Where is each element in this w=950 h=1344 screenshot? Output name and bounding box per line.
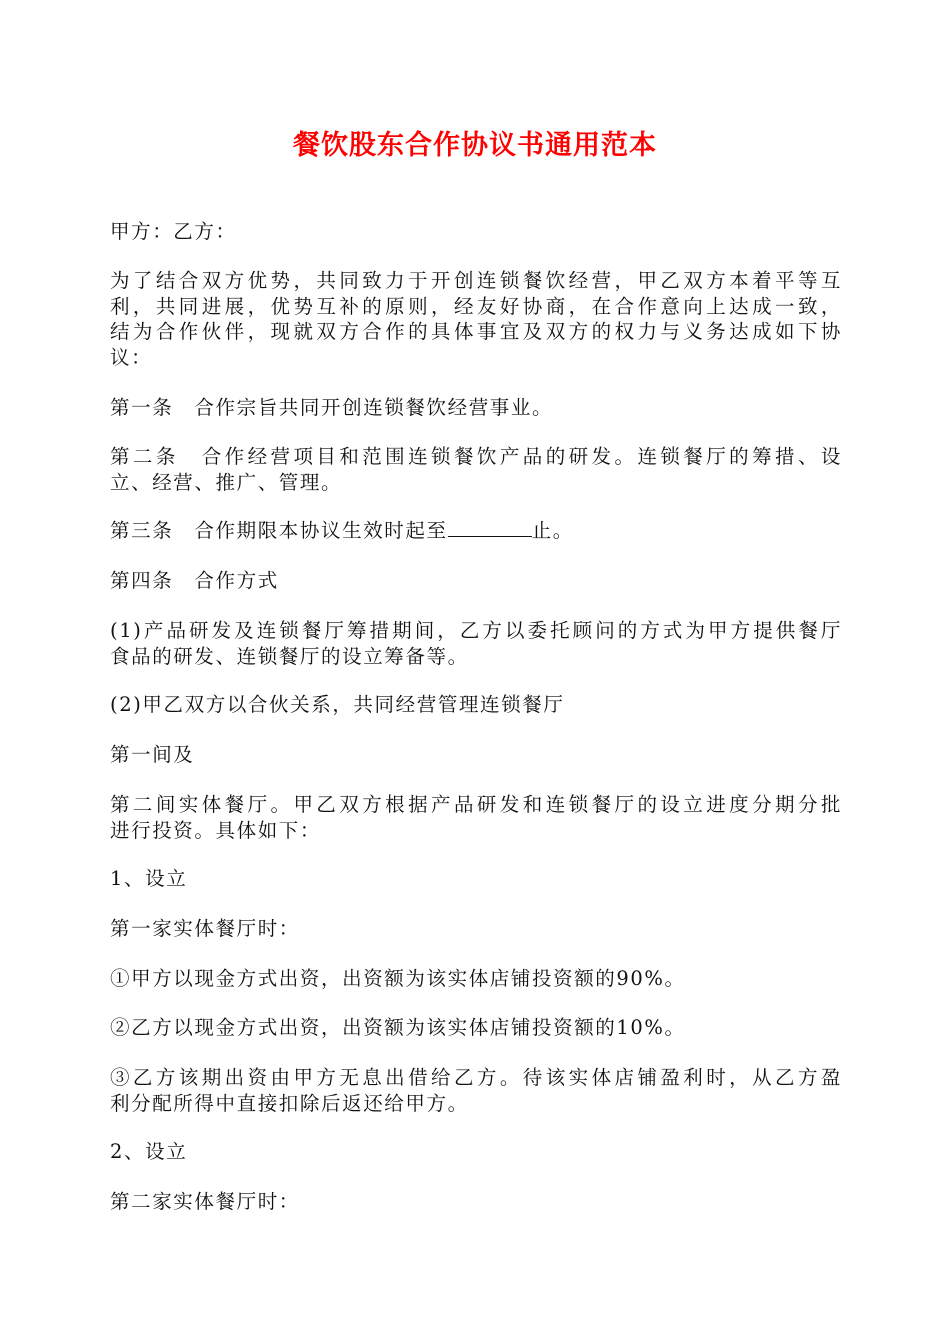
text-line: 1、设立 [110, 867, 188, 890]
text-line: 结为合作伙伴，现就双方合作的具体事宜及双方的权力与义务达成如下协 [110, 320, 842, 343]
paragraph-first-restaurant [110, 916, 842, 942]
paragraph-loan-terms [110, 1065, 842, 1116]
text-line: 利，共同进展，优势互补的原则，经友好协商，在合作意向上达成一致， [110, 294, 842, 318]
fill-in-blank [448, 518, 532, 537]
paragraph-article-4 [110, 568, 842, 594]
text-line: 第二家实体餐厅时： [110, 1190, 300, 1213]
text-line [110, 518, 842, 544]
paragraph-item-1 [110, 618, 842, 669]
paragraph-second-shop [110, 792, 842, 843]
paragraph-article-3 [110, 518, 842, 544]
text-line: 第一条 合作宗旨共同开创连锁餐饮经营事业。 [110, 396, 554, 419]
text-line: 立、经营、推广、管理。 [110, 470, 343, 494]
text-line: 第一间及 [110, 743, 195, 766]
paragraph-setup-2 [110, 1139, 842, 1165]
text-line: 利分配所得中直接扣除后返还给甲方。 [110, 1091, 469, 1115]
paragraph-setup-1 [110, 866, 842, 892]
text-line: 第四条 合作方式 [110, 569, 279, 592]
text-line: 为了结合双方优势，共同致力于开创连锁餐饮经营，甲乙双方本着平等互 [110, 269, 842, 292]
text-line: ②乙方以现金方式出资，出资额为该实体店铺投资额的10%。 [110, 1016, 686, 1039]
text-line: (2)甲乙双方以合伙关系，共同经营管理连锁餐厅 [110, 693, 565, 716]
article-3-suffix: 止。 [531, 519, 574, 542]
article-3-text: 第三条 合作期限本协议生效时起至 [110, 519, 448, 542]
text-line: 食品的研发、连锁餐厅的设立筹备等。 [110, 644, 469, 668]
paragraph-party-b-funding [110, 1015, 842, 1041]
paragraph-second-restaurant [110, 1189, 842, 1215]
paragraph-preamble [110, 268, 842, 370]
text-line: 议： [110, 345, 153, 369]
paragraph-party-a-funding [110, 966, 842, 992]
text-line: 甲方：乙方： [110, 220, 237, 243]
document-title: 餐饮股东合作协议书通用范本 [293, 130, 657, 161]
paragraph-item-2 [110, 692, 842, 718]
text-line: ③乙方该期出资由甲方无息出借给乙方。待该实体店铺盈利时，从乙方盈 [110, 1066, 842, 1089]
paragraph-parties [110, 219, 842, 245]
text-line: 第二间实体餐厅。甲乙双方根据产品研发和连锁餐厅的设立进度分期分批 [110, 793, 842, 816]
text-line: 第一家实体餐厅时： [110, 917, 300, 940]
text-line: 第二条 合作经营项目和范围连锁餐饮产品的研发。连锁餐厅的筹措、设 [110, 445, 842, 468]
text-line: 进行投资。具体如下： [110, 818, 322, 842]
paragraph-article-1 [110, 395, 842, 421]
paragraph-first-shop [110, 742, 842, 768]
paragraph-article-2 [110, 444, 842, 495]
text-line: ①甲方以现金方式出资，出资额为该实体店铺投资额的90%。 [110, 967, 686, 990]
text-line: (1)产品研发及连锁餐厅筹措期间，乙方以委托顾问的方式为甲方提供餐厅 [110, 619, 842, 642]
text-line: 2、设立 [110, 1140, 188, 1163]
